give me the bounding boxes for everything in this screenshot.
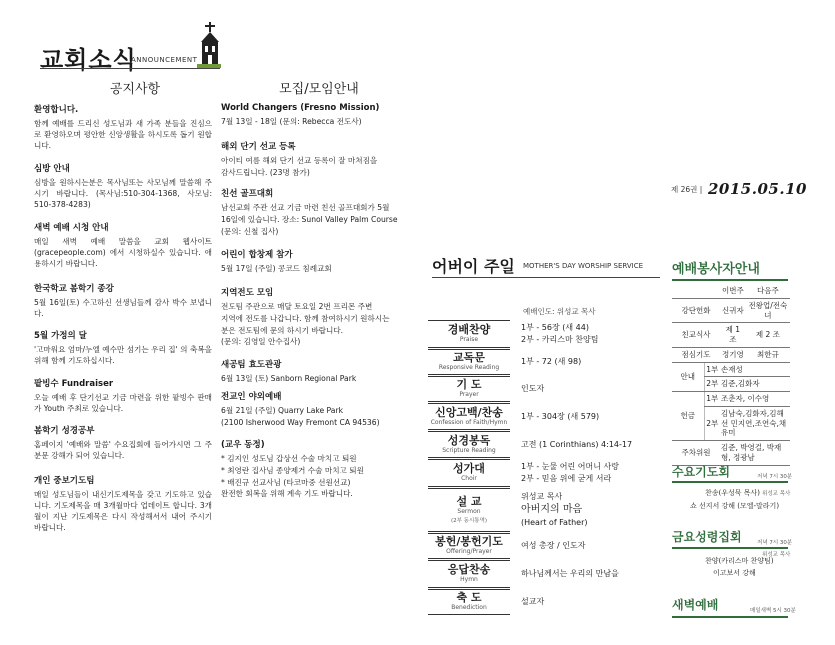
order-label-ko: 기 도 — [456, 378, 482, 392]
sermon-title: 아버지의 마음 — [521, 503, 583, 515]
table-cell: 제 2 조 — [746, 323, 790, 348]
order-line: (Heart of Father) — [521, 518, 588, 528]
wednesday-speaker: 위성교 목사 — [762, 491, 791, 497]
notice-body: 심방을 원하시는분은 목사님또는 사모님께 말씀해 주시기 바랍니다. (목사님:510-304-1368, 사모님: 510-378-4283) — [34, 178, 212, 209]
order-content — [510, 322, 598, 345]
recruit-title: 새공팀 효도관광 — [221, 360, 282, 370]
order-line: 위성교 목사 — [521, 492, 563, 502]
recruit-item — [221, 140, 399, 179]
recruit-line: 7월 13일 - 18일 (문의: Rebecca 전도사) — [221, 117, 362, 126]
order-line: 1부 - 56장 (새 44) — [521, 323, 589, 333]
order-label-note: (2부 동시통역) — [450, 517, 488, 524]
table-row — [672, 347, 790, 362]
service-leader: 예배인도: 위성교 목사 — [523, 307, 596, 316]
masthead-subtitle: ANNOUNCEMENT — [131, 56, 198, 64]
table-cell: 조춘자, 이수영 — [720, 392, 790, 407]
wednesday-rule — [672, 481, 788, 483]
table-row — [672, 298, 790, 323]
table-cell: 2부 — [704, 377, 720, 392]
recruit-item — [221, 438, 399, 500]
order-content — [510, 491, 588, 529]
recruit-title: 친선 골프대회 — [221, 189, 274, 199]
order-line: 여성 총장 / 인도자 — [521, 541, 586, 551]
table-cell: 1부 — [704, 392, 720, 407]
order-content — [510, 461, 619, 484]
recruit-line: 16일에 있습니다. 장소: Sunol Valley Palm Course — [221, 214, 398, 224]
volunteers-rule — [672, 279, 788, 281]
service-rule — [432, 277, 660, 278]
order-content — [510, 596, 544, 608]
order-line: 1부 - 304장 (새 579) — [521, 411, 600, 421]
recruit-title: 지역전도 모임 — [221, 288, 274, 298]
order-label — [428, 376, 510, 402]
order-line: 1부 - 눈물 어린 어머니 사랑 — [521, 462, 619, 472]
table-cell: 김준, 박영걸, 박재형, 정광남 — [720, 441, 790, 466]
order-label-ko: 성경봉독 — [447, 433, 491, 447]
recruit-line: 남선교회 주관 선교 기금 마련 친선 골프대회가 5월 — [221, 203, 390, 212]
recruit-title: (교우 동정) — [221, 440, 265, 450]
table-cell: 안내 — [672, 362, 704, 392]
notice-title: 팥빙수 Fundraiser — [34, 379, 114, 389]
notice-title: 새벽 예배 시청 안내 — [34, 223, 109, 233]
order-label-en: Hymn — [460, 576, 478, 584]
order-row — [428, 560, 663, 588]
order-line: 설교자 — [521, 597, 545, 607]
order-line: 2부 - 카리스마 찬양팀 — [521, 335, 599, 344]
masthead-title: 교회소식 — [40, 46, 137, 74]
table-header-cell: 이번주 — [720, 284, 746, 298]
notice-title: 심방 안내 — [34, 164, 70, 174]
recruit-line: * 김지인 성도님 갑상선 수술 마치고 퇴원 — [221, 454, 357, 463]
order-line: 고전 (1 Corinthians) 4:14-17 — [521, 439, 633, 449]
order-content — [510, 540, 585, 552]
table-cell: 강단헌화 — [672, 298, 720, 323]
order-label-ko: 경배찬양 — [447, 323, 491, 337]
notice-title: 봄학기 성경공부 — [34, 426, 95, 436]
recruit-line: 감사드립니다. (23명 참가) — [221, 167, 310, 177]
table-cell: 헌금 — [672, 392, 704, 441]
dawn-heading: 새벽예배 — [672, 598, 719, 612]
table-cell: 최한규 — [746, 347, 790, 362]
order-line: 1부 - 72 (새 98) — [521, 357, 582, 367]
table-cell: 점심기도 — [672, 347, 720, 362]
notice-item — [34, 103, 212, 151]
recruit-line: 6월 21일 (주일) Quarry Lake Park — [221, 406, 343, 415]
notice-body: 함께 예배를 드리신 성도님과 새 가족 분들을 진심으로 환영하오며 평안한 신앙생활을 하시도록 돕기 원합니다. — [34, 119, 212, 150]
recruit-heading: 모집/모임안내 — [279, 82, 359, 97]
order-row — [428, 533, 663, 559]
order-row — [428, 488, 663, 532]
table-cell: 정기영 — [720, 347, 746, 362]
recruit-item — [221, 358, 399, 385]
order-label-en: Scripture Reading — [442, 446, 496, 454]
friday-heading: 금요성령집회 — [672, 530, 742, 544]
order-line: 2부 - 믿음 위에 굳게 서라 — [521, 474, 612, 483]
order-label-ko: 응답찬송 — [447, 563, 491, 577]
table-row — [672, 323, 790, 348]
service-title: 어버이 주일 — [432, 257, 515, 276]
notice-title: 개인 중보기도팀 — [34, 476, 95, 486]
notice-item — [34, 377, 212, 414]
notice-item — [34, 424, 212, 461]
recruit-line: 분은 전도팀에 문의 하시기 바랍니다. — [221, 325, 344, 335]
table-cell: 김준,김화자 — [720, 377, 790, 392]
recruit-line: * 배진규 선교사님 (타코마중 선원선교) — [221, 477, 351, 487]
order-label — [428, 403, 510, 430]
recruit-item — [221, 103, 399, 128]
order-row — [428, 376, 663, 402]
order-label — [428, 560, 510, 588]
table-row — [672, 392, 790, 407]
friday-line: 찬양(카리스마 찬양팀) — [705, 557, 774, 565]
notice-body: 매일 새벽 예배 말씀을 교회 웹사이트 (gracepeople.com) 에서 시청하실수 있습니다. 애용하시기 바랍니다. — [34, 237, 212, 268]
recruit-title: 어린이 합창제 참가 — [221, 250, 293, 260]
table-cell: 신귀자 — [720, 298, 746, 323]
notice-body: 오늘 예배 후 단기선교 기금 마련을 위한 팥빙수 판매가 Youth 주최로 있습니다. — [34, 393, 212, 413]
wednesday-time: 저녁 7시 30분 — [757, 474, 793, 480]
recruit-line: 완전한 회복을 위해 계속 기도 바랍니다. — [221, 489, 353, 499]
recruit-item — [221, 390, 399, 429]
notice-title: 한국학교 봄학기 종강 — [34, 284, 114, 294]
order-label-ko: 성가대 — [453, 462, 485, 476]
notices-heading: 공지사항 — [109, 82, 161, 97]
friday-time: 저녁 7시 30분 — [757, 540, 793, 546]
recruit-line: 아이티 여름 해외 단기 선교 등록이 잘 마쳐짐을 — [221, 156, 378, 165]
dawn-time: 매일새벽 5시 30분 — [750, 608, 796, 614]
recruit-item — [221, 187, 399, 237]
recruit-line: 지역에 전도를 나갑니다. 함께 참여하시기 원하시는 — [221, 313, 390, 323]
recruit-item — [221, 286, 399, 348]
order-row — [428, 589, 663, 615]
volunteers-heading: 예배봉사자안내 — [672, 262, 760, 277]
order-label-en: Offering/Prayer — [446, 548, 492, 556]
order-row — [428, 459, 663, 487]
order-label-ko: 교독문 — [453, 351, 485, 365]
recruit-line: * 최영란 집사님 종양제거 수술 마치고 퇴원 — [221, 465, 364, 475]
wednesday-heading: 수요기도회 — [672, 465, 730, 479]
masthead-rule — [40, 68, 220, 69]
notice-item — [34, 221, 212, 269]
notice-title: 환영합니다. — [34, 105, 79, 115]
order-label-ko: 설 교 — [456, 495, 482, 509]
recruit-line: 5월 17일 (주일) 콩코드 침례교회 — [221, 264, 332, 273]
table-header-cell: 다음주 — [746, 284, 790, 298]
notice-item — [34, 329, 212, 366]
volunteers-table — [672, 284, 790, 466]
issue-date: 2015.05.10 — [708, 180, 807, 198]
friday-line: 이고보서 강해 — [713, 569, 756, 577]
order-content — [510, 356, 581, 368]
church-icon — [198, 22, 222, 66]
table-cell: 김남숙,김화자,김해선 민지연,조연숙,채유미 — [720, 406, 790, 440]
order-label-en: Prayer — [459, 391, 479, 399]
order-row — [428, 403, 663, 430]
order-content — [510, 439, 632, 451]
notice-body: 5월 16일(토) 수고하신 선생님들께 감사 박수 보냅니다. — [34, 298, 212, 318]
table-cell: 제 1 조 — [720, 323, 746, 348]
order-label-en: Praise — [459, 336, 479, 344]
recruit-line: (문의: 김영일 안수집사) — [221, 337, 301, 347]
recruit-item — [221, 248, 399, 275]
notice-body: '고마워요 엄마/누엘 예수만 섬기는 우리 집' 의 축복을 위해 함께 기도하십시다. — [34, 345, 212, 365]
order-line: 하나님께서는 우리의 만남을 — [521, 569, 619, 579]
notice-body: 매일 성도님들이 내신기도제목을 갖고 기도하고 있습니다. 기도제목을 매 3개월마다 업데이트 합니다. 3개월이 지난 기도제목은 다시 작성해서서 내어 주시기 바랍니다. — [34, 490, 212, 532]
table-cell: 2부 — [704, 406, 720, 440]
order-label — [428, 488, 510, 532]
order-label — [428, 589, 510, 615]
wednesday-line: 찬송(우성묵 목사) — [705, 489, 761, 497]
order-content — [510, 568, 619, 580]
order-label-en: Choir — [461, 475, 477, 483]
order-label — [428, 320, 510, 348]
dawn-rule — [672, 616, 788, 618]
notice-item — [34, 282, 212, 319]
order-label-en: Sermon — [457, 508, 481, 516]
table-row — [672, 362, 790, 377]
table-cell: 전왕업/전숙녀 — [746, 298, 790, 323]
notice-item — [34, 474, 212, 533]
recruit-line: 6월 13일 (토) Sanborn Regional Park — [221, 374, 357, 383]
order-label-en: Responsive Reading — [438, 364, 500, 372]
order-label — [428, 349, 510, 375]
wednesday-line: 쇼 선지서 강해 (모엘-말라기) — [690, 502, 780, 510]
recruit-line: (2100 Isherwood Way Fremont CA 94536) — [221, 417, 380, 427]
notice-body: 홈페이지 '예배와 말씀' 수요집회에 들어가시면 그 주 분문 강해가 되어 있습니다. — [34, 440, 212, 460]
order-label-en: Confession of Faith/Hymn — [430, 418, 508, 426]
order-content — [510, 383, 544, 395]
order-line: 인도자 — [521, 384, 545, 394]
table-cell: 친교식사 — [672, 323, 720, 348]
friday-rule — [672, 547, 788, 549]
service-subtitle: MOTHER'S DAY WORSHIP SERVICE — [523, 262, 644, 270]
table-cell: 1부 — [704, 362, 720, 377]
order-label — [428, 533, 510, 559]
recruit-title: 전교인 야외예배 — [221, 392, 282, 402]
issue-number: 제 26권 | — [671, 185, 703, 194]
recruit-line: 전도팀 주관으로 매달 토요일 2번 프리몬 주변 — [221, 302, 373, 311]
order-label-en: Benediction — [451, 604, 487, 612]
table-cell: 주차위원 — [672, 441, 720, 466]
table-row — [672, 441, 790, 466]
order-row — [428, 320, 663, 348]
friday-speaker: 위성교 목사 — [762, 552, 791, 558]
order-row — [428, 349, 663, 375]
recruit-title: 해외 단기 선교 등록 — [221, 142, 296, 152]
order-label-ko: 봉헌/봉헌기도 — [435, 535, 503, 549]
notice-title: 5월 가정의 달 — [34, 331, 87, 341]
recruit-line: (문의: 신철 집사) — [221, 226, 279, 236]
order-label-ko: 축 도 — [456, 591, 482, 605]
order-row — [428, 431, 663, 458]
recruit-title: World Changers (Fresno Mission) — [221, 103, 380, 113]
order-label — [428, 431, 510, 458]
notice-item — [34, 162, 212, 210]
order-label — [428, 459, 510, 487]
table-row — [672, 284, 790, 298]
order-label-ko: 신앙고백/찬송 — [435, 405, 503, 419]
order-content — [510, 411, 599, 423]
table-cell: 손재성 — [720, 362, 790, 377]
